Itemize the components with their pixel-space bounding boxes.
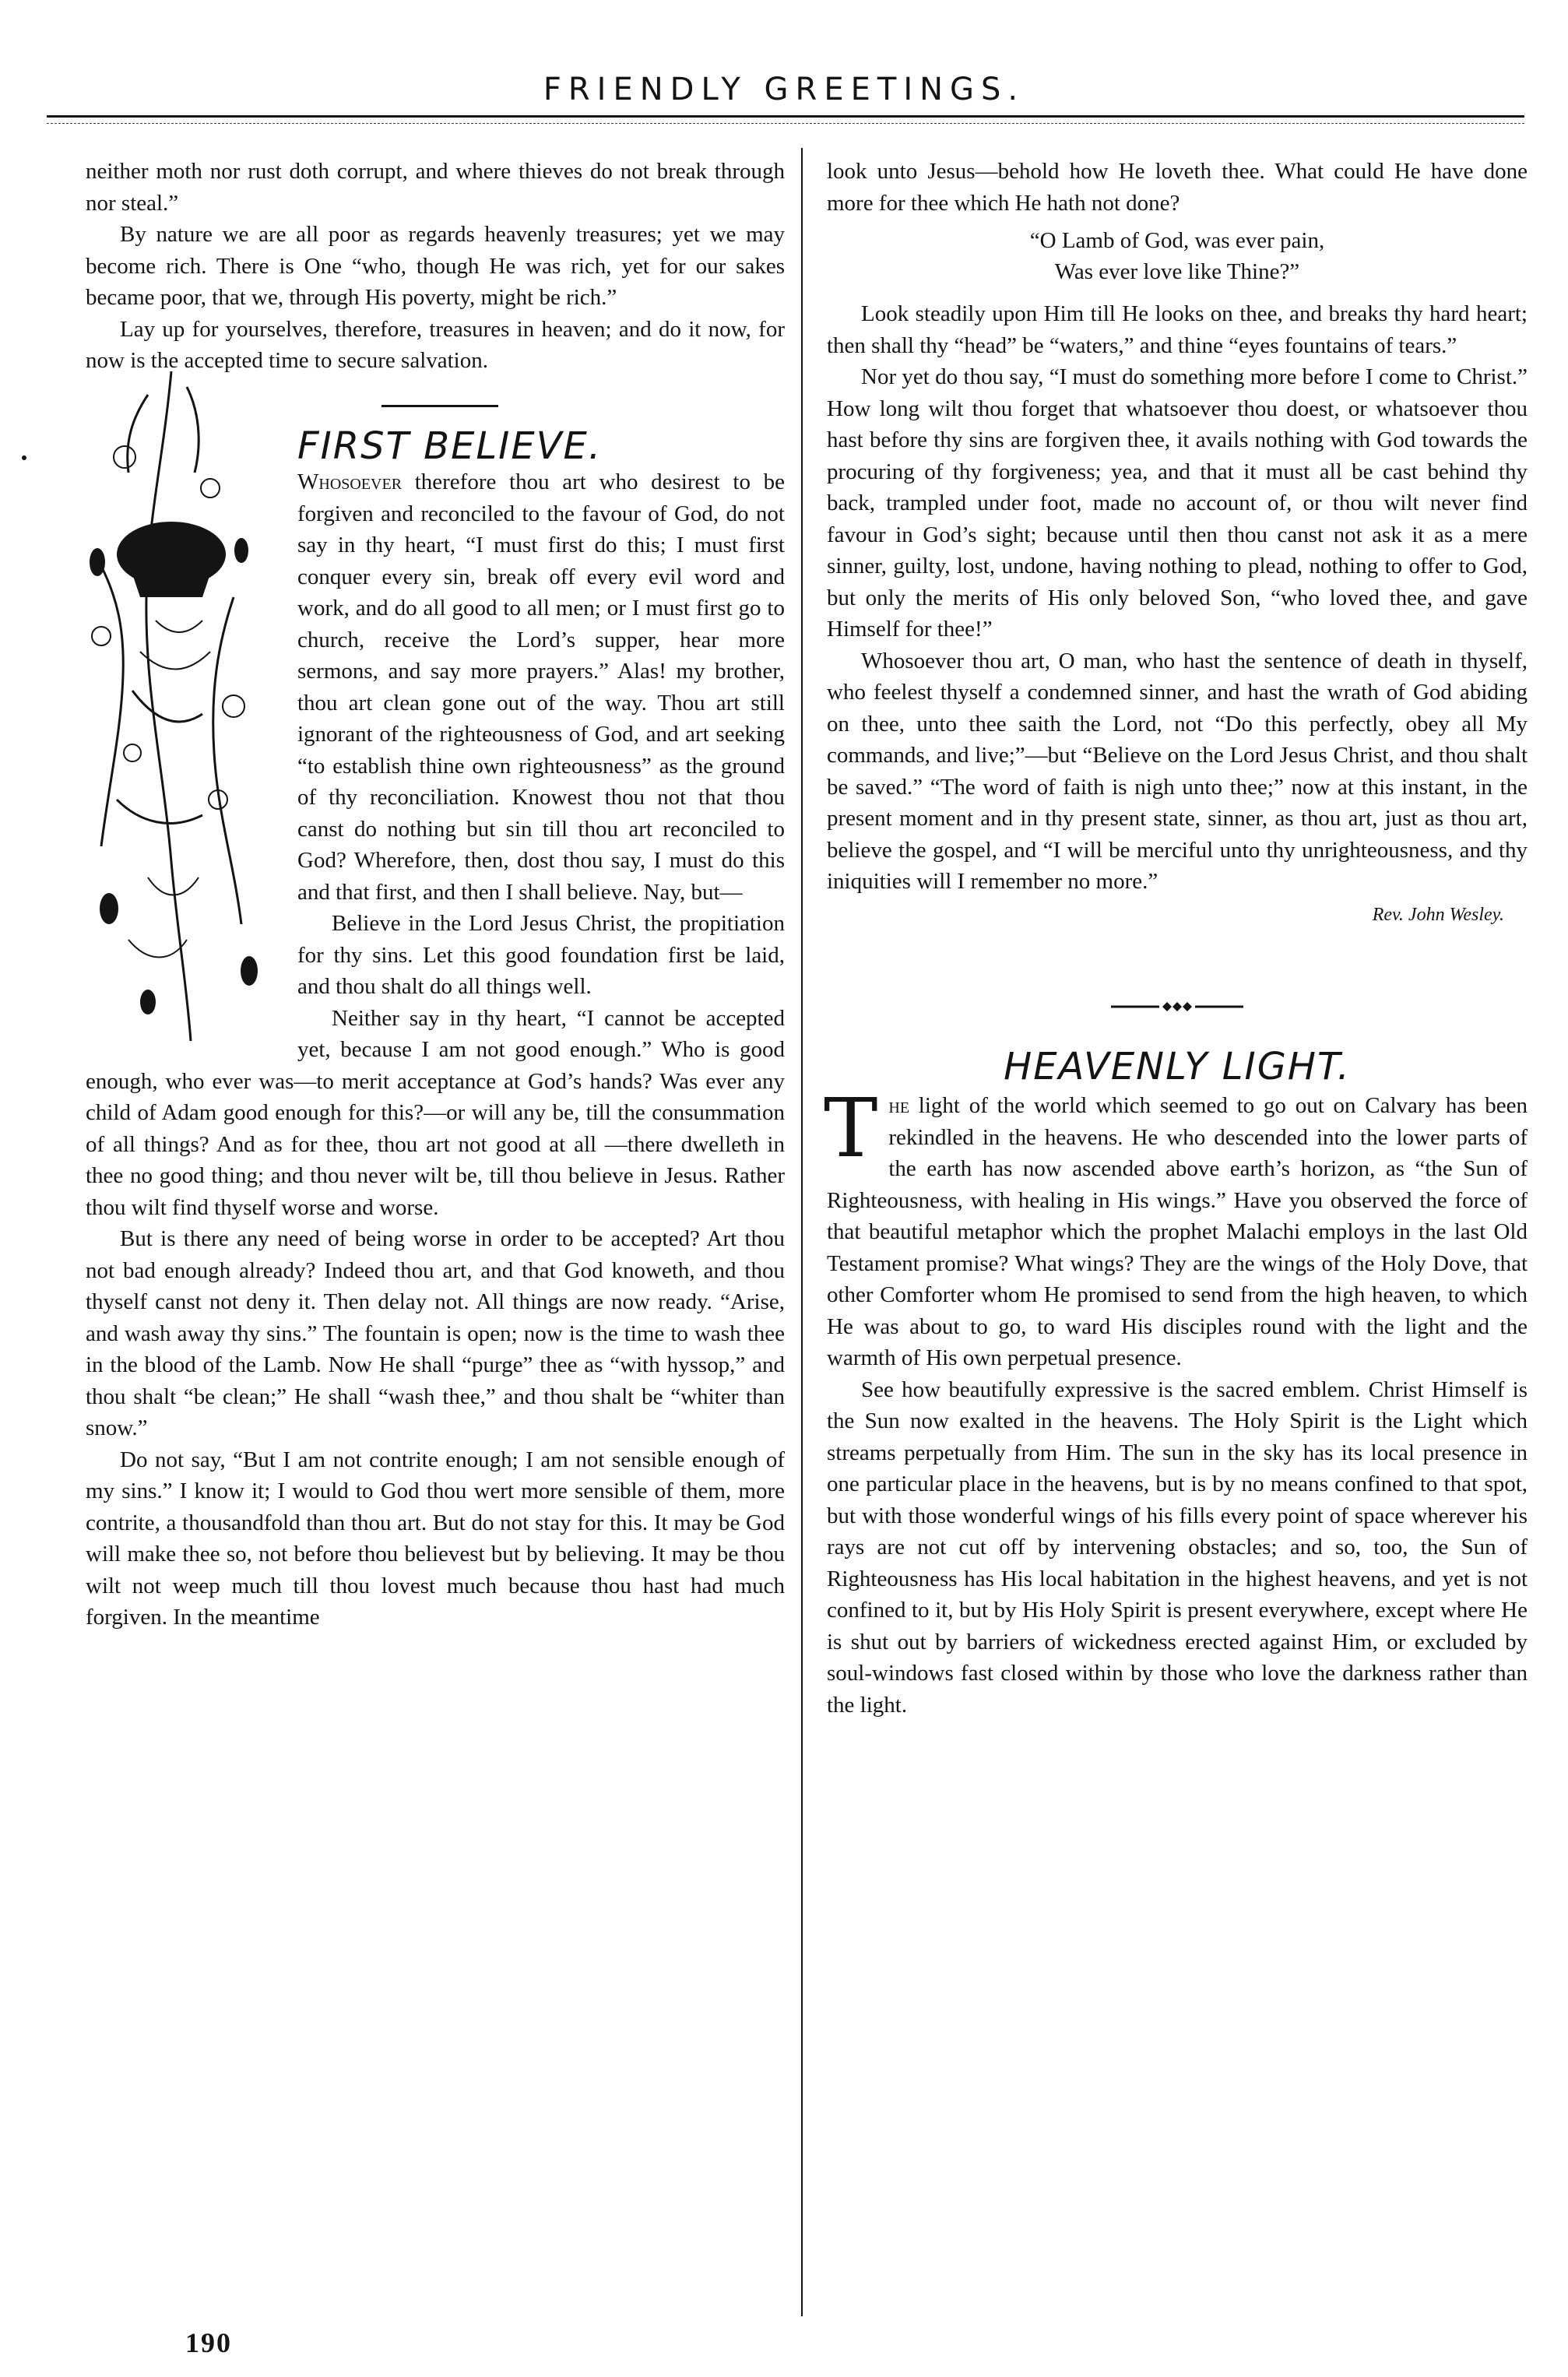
page-number: 190 <box>185 2327 232 2358</box>
hymn-verse <box>827 225 1528 287</box>
first-believe-title: FIRST BELIEVE. <box>297 424 603 468</box>
opening-text: light of the world which seemed to go out on Calvary has been rekindled in the heavens. He who descended into the lower parts of the earth has now ascended above earth’s horizon, as “the Sun of Righteousness, with healing in His wings.” Have you observed the force of that beautiful metaphor which the prophet Malachi employs in the last Old Testament promise? What wings? They are the wings of the Holy Dove, that other Comforter whom He promised to send from the high heaven, to which He was about to go, to ward His disciples round with the light and the warmth of His own perpetual presence. <box>827 1093 1528 1370</box>
column-divider <box>801 148 803 2316</box>
intro-paragraph: neither moth nor rust doth corrupt, and where thieves do not break through nor steal.” <box>86 159 785 216</box>
intro-paragraph: Lay up for yourselves, therefore, treasures in heaven; and do it now, for now is the accepted time to secure salvation. <box>86 316 785 373</box>
author-signature: Rev. John Wesley. <box>1372 904 1504 925</box>
body-paragraph: Nor yet do thou say, “I must do something more before I come to Christ.” How long wilt thou forget that whatsoever thou doest, or whatsoever thou hast before thy sins are forgiven thee, it avails nothing with God towards the procuring of thy forgiveness; yea, and that it must all be cast behind thy back, trampled under foot, made no account of, or thou wilt never find favour in God’s sight; because until then thou canst not ask it as a mere sinner, guilty, lost, undone, having nothing to plead, nothing to offer to God, but only the merits of His only beloved Son, “who loved thee, and gave Himself for thee!” <box>827 364 1528 642</box>
first-believe-paragraph: Neither say in thy heart, “I cannot be accepted yet, because I am not good enough.” Who is good enough, who ever was—to merit acceptance at God’s hands? Was ever any child of Adam good enough for this?—or will any be, till the consummation of all things? And as for thee, thou art not good at all —there dwelleth in thee no good thing; and thou never wilt be, till thou believe in Jesus. Rather thou wilt find thyself worse and worse. <box>86 1005 785 1220</box>
heavenly-light-opening <box>824 1081 1528 1374</box>
right-column <box>824 156 1528 1721</box>
opening-text: therefore thou art who desirest to be forgiven and reconciled to the favour of God, do not say in thy heart, “I must first do this; I must first conquer every sin, break off every evil word and work, and do all good to all men; or I must first go to church, receive the Lord’s supper, hear more sermons, and say more prayers.” Alas! my brother, thou art clean gone out of the way. Thou art still ignorant of the righteousness of God, and art seeking “to establish thine own righteousness” as the ground of thy reconciliation. Knowest thou not that thou canst do nothing but sin till thou art reconciled to God? Wherefore, then, dost thou say, I must do this and that first, and then I shall believe. Nay, but— <box>297 469 785 905</box>
drop-cap: T <box>824 1081 878 1176</box>
ornament-divider <box>827 991 1528 1023</box>
body-paragraph: Look steadily upon Him till He looks on thee, and breaks thy hard heart; then shall thy “head” be “waters,” and thine “eyes fountains of tears.” <box>827 301 1528 358</box>
opening-word: Whosoever <box>297 469 403 494</box>
verse-line: Was ever love like Thine?” <box>1054 259 1300 284</box>
heavenly-light-paragraph: See how beautifully expressive is the sacred emblem. Christ Himself is the Sun now exalted in the heavens. The Holy Spirit is the Light which streams perpetually from Him. The sun in the sky has its local presence in one particular place in the heavens, but is by no means confined to that spot, but with those wonderful wings of his fills every point of space wherever his rays are not cut off by intervening obstacles; and so, too, the Sun of Righteousness has His local habitation in the highest heavens, and yet is not confined to it, but by His Holy Spirit is present everywhere, except where He is shut out by barriers of wickedness erected against Him, or excluded by soul-windows fast closed within by those who love the darkness rather than the light. <box>827 1377 1528 1718</box>
section-divider <box>381 405 498 407</box>
margin-dot <box>22 455 26 460</box>
heavenly-light-title: HEAVENLY LIGHT. <box>1004 1044 1351 1088</box>
first-believe-section <box>86 424 785 1633</box>
opening-word: he <box>888 1093 910 1118</box>
diamond-rule-ornament <box>1111 1000 1243 1013</box>
header-rule <box>47 115 1524 118</box>
floral-wreath-illustration <box>54 364 280 1049</box>
intro-paragraph: By nature we are all poor as regards heavenly treasures; yet we may become rich. There is One “who, though He was rich, yet for our sakes became poor, that we, through His poverty, might be rich.” <box>86 222 785 310</box>
masthead: FRIENDLY GREETINGS. <box>543 72 1025 107</box>
first-believe-paragraph: Do not say, “But I am not contrite enough; I am not sensible enough of my sins.” I know it; I would to God thou wert more sensible of them, more contrite, a thousandfold than thou art. But do not stay for this. It may be God will make thee so, not before thou believest but by believing. It may be thou wilt not weep much till thou lovest much because thou hast had much forgiven. In the meantime <box>86 1447 785 1630</box>
continuation-paragraph: look unto Jesus—behold how He loveth thee. What could He have done more for thee which He hath not done? <box>827 159 1528 216</box>
body-paragraph: Whosoever thou art, O man, who hast the sentence of death in thyself, who feelest thyself a condemned sinner, and hast the wrath of God abiding on thee, unto thee saith the Lord, not “Do this perfectly, obey all My commands, and live;”—but “Believe on the Lord Jesus Christ, and thou shalt be saved.” “The word of faith is nigh unto thee;” now at this instant, in the present moment and in thy present state, sinner, as thou art, just as thou art, believe the gospel, and “I will be merciful unto thy unrighteousness, and thy iniquities will I remember no more.” <box>827 648 1528 894</box>
verse-line: “O Lamb of God, was ever pain, <box>1029 228 1325 253</box>
header-rule-dashed <box>47 123 1524 124</box>
left-column <box>86 156 785 1633</box>
first-believe-paragraph: But is there any need of being worse in order to be accepted? Art thou not bad enough already? Indeed thou art, and that God knoweth, and thou thyself canst not deny it. Then delay not. All things are now ready. “Arise, and wash away thy sins.” The fountain is open; now is the time to wash thee in the blood of the Lamb. Now He shall “purge” thee as “with hyssop,” and thou shalt “be clean;” He shall “wash thee,” and thou shalt be “whiter than snow.” <box>86 1226 785 1440</box>
first-believe-paragraph: Believe in the Lord Jesus Christ, the propitiation for thy sins. Let this good foundation first be laid, and thou shalt do all things well. <box>297 911 785 999</box>
